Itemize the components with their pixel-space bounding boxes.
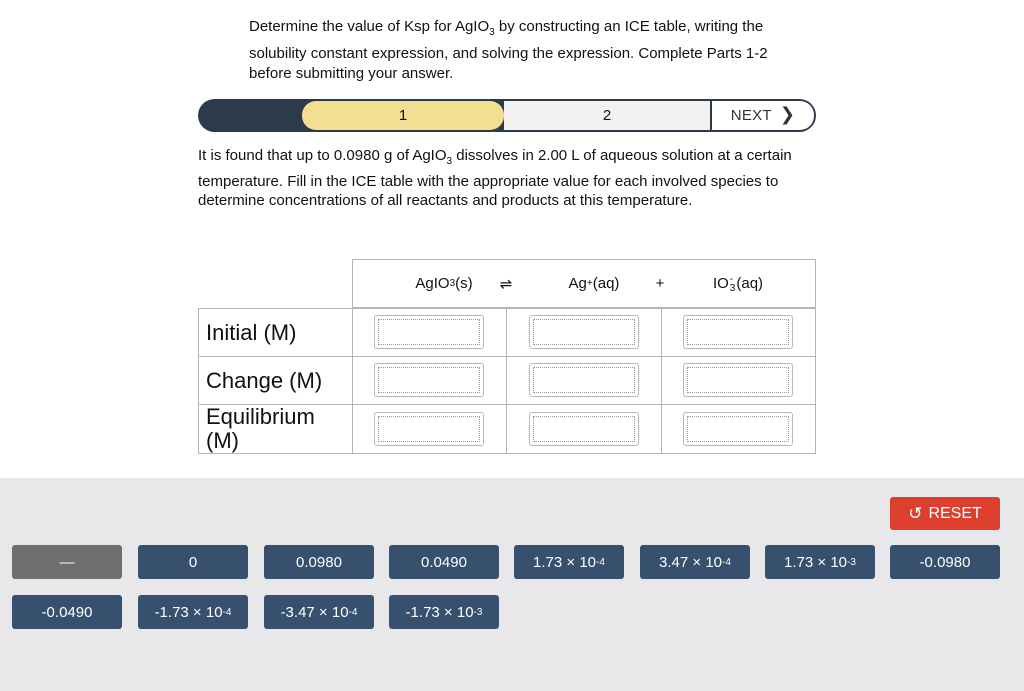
species-agio3: AgIO 3 (s): [415, 275, 473, 292]
drop-zone-change-ag[interactable]: [529, 363, 639, 397]
answer-tile[interactable]: 1.73 × 10 -3: [765, 545, 875, 579]
intro-instructions: Determine the value of Ksp for AgIO$_3$ by constructing an ICE table, writing the solubility constant expression, and solving the expression. Complete Parts 1-2 before submitting your answer.: [249, 18, 768, 82]
answer-tile[interactable]: 0.0980: [264, 545, 374, 579]
column-divider: [506, 308, 507, 454]
column-divider: [661, 308, 662, 454]
row-label-initial: Initial (M): [206, 320, 297, 345]
chevron-right-icon: ❯: [779, 104, 796, 124]
step-1-tab[interactable]: 1: [302, 101, 504, 130]
answer-tile-blank[interactable]: —: [12, 545, 122, 579]
drop-zone-initial-io3[interactable]: [683, 315, 793, 349]
answer-tile[interactable]: -1.73 × 10 -3: [389, 595, 499, 629]
column-divider: [352, 308, 353, 454]
reset-label: RESET: [928, 504, 982, 522]
drop-zone-initial-ag[interactable]: [529, 315, 639, 349]
equilibrium-arrow: ⇌: [499, 275, 513, 293]
drop-zone-equilibrium-io3[interactable]: [683, 412, 793, 446]
plus-sign: +: [655, 275, 665, 292]
reset-button[interactable]: [890, 497, 1000, 530]
reset-icon: ↺: [908, 503, 923, 523]
answer-tile[interactable]: -1.73 × 10 -4: [138, 595, 248, 629]
drop-zone-equilibrium-ag[interactable]: [529, 412, 639, 446]
drop-zone-change-io3[interactable]: [683, 363, 793, 397]
ice-table: [198, 259, 816, 454]
row-label-change: Change (M): [206, 368, 323, 393]
drop-zone-change-agio3[interactable]: [374, 363, 484, 397]
step-2-tab[interactable]: 2: [504, 101, 710, 130]
answer-tile[interactable]: -0.0490: [12, 595, 122, 629]
drop-zone-initial-agio3[interactable]: [374, 315, 484, 349]
next-button[interactable]: [712, 101, 814, 130]
answer-tile[interactable]: 3.47 × 10 -4: [640, 545, 750, 579]
answer-tile[interactable]: 1.73 × 10 -4: [514, 545, 624, 579]
next-label: NEXT: [730, 107, 772, 124]
answer-tile[interactable]: -3.47 × 10 -4: [264, 595, 374, 629]
problem-statement: It is found that up to 0.0980 g of AgIO$_3$ dissolves in 2.00 L of aqueous solution at a certain temperature. Fill in the ICE table with the appropriate value for each involved species to determine concentrations of all reactants and products at this temperature.: [198, 147, 792, 209]
species-io3-minus: IO - 3 (aq): [712, 273, 764, 294]
answer-tile[interactable]: 0: [138, 545, 248, 579]
species-ag-plus: Ag + (aq): [568, 275, 620, 292]
answer-tile[interactable]: -0.0980: [890, 545, 1000, 579]
answer-tray: [0, 478, 1024, 691]
drop-zone-equilibrium-agio3[interactable]: [374, 412, 484, 446]
answer-tile[interactable]: 0.0490: [389, 545, 499, 579]
row-label-equilibrium: Equilibrium (M): [206, 404, 315, 453]
